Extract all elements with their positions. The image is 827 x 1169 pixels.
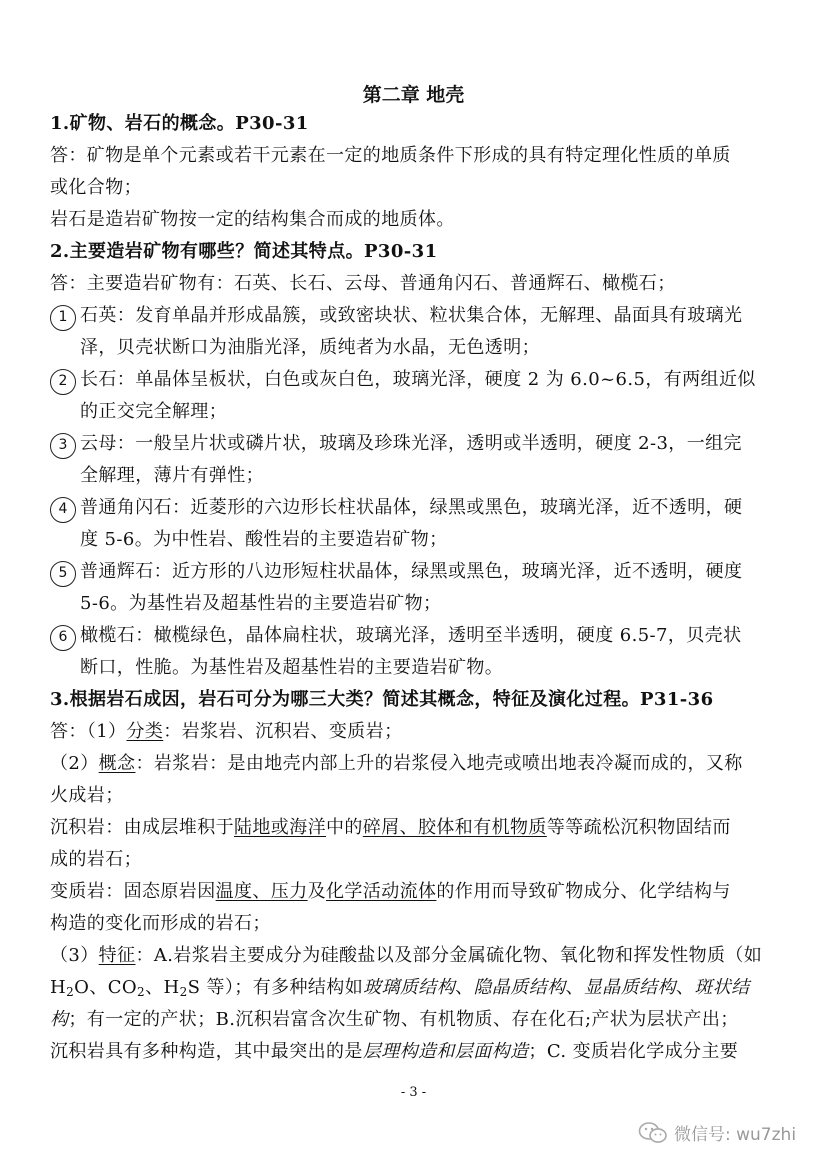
text-span: 及 [307, 881, 327, 902]
list-item: 长石：单晶体呈板状，白色或灰白色，玻璃光泽，硬度 2 为 6.0~6.5，有两组近似 [80, 369, 756, 390]
list-item: 泽，贝壳状断口为油脂光泽，质纯者为水晶，无色透明； [80, 337, 540, 358]
formula-line [50, 974, 787, 1006]
wechat-icon [638, 1121, 668, 1145]
text-span: ：岩浆岩：是由地壳内部上升的岩浆侵入地壳或喷出地表冷凝而成的，又称 [135, 753, 743, 774]
classification-line [50, 718, 787, 746]
features-line [50, 942, 787, 970]
list-item: 的正交完全解理； [80, 401, 228, 422]
text-span: S 等）；有多种结构如 [187, 977, 364, 998]
list-item: 普通角闪石：近菱形的六边形长柱状晶体，绿黑或黑色，玻璃光泽，近不透明，硬 [80, 497, 743, 518]
list-item: 橄榄石：橄榄绿色，晶体扁柱状，玻璃光泽，透明至半透明，硬度 6.5-7，贝壳状 [80, 625, 742, 646]
list-item: 全解理，薄片有弹性； [80, 465, 264, 486]
answer-line [50, 1038, 787, 1066]
subscript: 2 [137, 985, 146, 999]
text-span: 的作用而导致矿物成分、化学结构与 [436, 881, 731, 902]
underlined-term: 碎屑、胶体和有机物质 [362, 817, 547, 838]
watermark-text: 微信号: wu7zhi [674, 1125, 797, 1145]
text-span: ：A.岩浆岩主要成分为硅酸盐以及部分金属硫化物、氧化物和挥发性物质（如 [135, 945, 763, 966]
list-item: 云母：一般呈片状或磷片状，玻璃及珍珠光泽，透明或半透明，硬度 2-3，一组完 [80, 433, 742, 454]
answer-line: 成的岩石； [50, 849, 142, 870]
underlined-term: 温度、压力 [215, 881, 308, 902]
underlined-term: 概念 [98, 753, 136, 774]
item-number-badge: 2 [50, 369, 76, 395]
sedimentary-line [50, 814, 787, 842]
metamorphic-line [50, 878, 787, 906]
list-item: 石英：发育单晶并形成晶簇，或致密块状、粒状集合体，无解理、晶面具有玻璃光 [80, 305, 743, 326]
text-span: 答：（1） [50, 721, 127, 742]
text-span: 中的 [326, 817, 363, 838]
subscript: 2 [66, 985, 75, 999]
item-number-badge: 5 [50, 561, 76, 587]
question-3-title: 3.根据岩石成因，岩石可分为哪三大类？简述其概念，特征及演化过程。P31-36 [50, 689, 714, 710]
text-span: ；有一定的产状；B.沉积岩富含次生矿物、有机物质、存在化石;产状为层状产出； [68, 1009, 739, 1030]
italic-term: 隐晶质结构 [473, 977, 566, 998]
question-1-title: 1.矿物、岩石的概念。P30-31 [50, 113, 309, 134]
answer-line: 答：矿物是单个元素或若干元素在一定的地质条件下形成的具有特定理化性质的单质 [50, 145, 731, 166]
italic-term: 层理构造和层面构造 [362, 1041, 529, 1062]
italic-term: 构 [50, 1009, 69, 1030]
text-span: 、H [145, 977, 180, 998]
question-2-title: 2.主要造岩矿物有哪些？简述其特点。P30-31 [50, 241, 438, 262]
item-number-badge: 3 [50, 433, 76, 459]
list-item: 断口，性脆。为基性岩及超基性岩的主要造岩矿物。 [80, 657, 504, 678]
underlined-term: 特征 [98, 945, 136, 966]
answer-line: 火成岩； [50, 785, 124, 806]
text-span: O、CO [74, 977, 138, 998]
list-item: 普通辉石：近方形的八边形短柱状晶体，绿黑或黑色，玻璃光泽，近不透明，硬度 [80, 561, 743, 582]
answer-line: 岩石是造岩矿物按一定的结构集合而成的地质体。 [50, 209, 455, 230]
italic-term: 玻璃质结构 [363, 977, 456, 998]
text-span: 变质岩：固态原岩因 [50, 881, 216, 902]
answer-line: 或化合物； [50, 177, 142, 198]
text-span: ：岩浆岩、沉积岩、变质岩； [163, 721, 403, 742]
chapter-title: 第二章 地壳 [362, 84, 465, 106]
answer-line [50, 1006, 787, 1034]
answer-line: 答：主要造岩矿物有：石英、长石、云母、普通角闪石、普通辉石、橄榄石； [50, 273, 676, 294]
text-span: 沉积岩：由成层堆积于 [50, 817, 234, 838]
text-span: H [50, 977, 67, 998]
text-span: 、 [565, 977, 584, 998]
text-span: 等等疏松沉积物固结而 [546, 817, 731, 838]
concept-line [50, 750, 787, 778]
list-item: 5-6。为基性岩及超基性岩的主要造岩矿物； [80, 593, 442, 614]
italic-term: 斑状结 [694, 977, 750, 998]
answer-line: 构造的变化而形成的岩石； [50, 913, 271, 934]
item-number-badge: 6 [50, 625, 76, 651]
text-span: ；C. 变质岩化学成分主要 [528, 1041, 739, 1062]
text-span: （3） [50, 945, 99, 966]
underlined-term: 化学活动流体 [326, 881, 437, 902]
text-span: （2） [50, 753, 99, 774]
list-item: 度 5-6。为中性岩、酸性岩的主要造岩矿物； [80, 529, 448, 550]
italic-term: 显晶质结构 [583, 977, 676, 998]
underlined-term: 陆地或海洋 [234, 817, 326, 838]
item-number-badge: 4 [50, 497, 76, 523]
text-span: 、 [675, 977, 695, 998]
subscript: 2 [179, 985, 188, 999]
underlined-term: 分类 [126, 721, 164, 742]
text-span: 、 [455, 977, 474, 998]
text-span: 沉积岩具有多种构造，其中最突出的是 [50, 1041, 363, 1062]
item-number-badge: 1 [50, 305, 76, 331]
wechat-watermark [638, 1120, 796, 1145]
page-number: - 3 - [400, 1085, 427, 1100]
